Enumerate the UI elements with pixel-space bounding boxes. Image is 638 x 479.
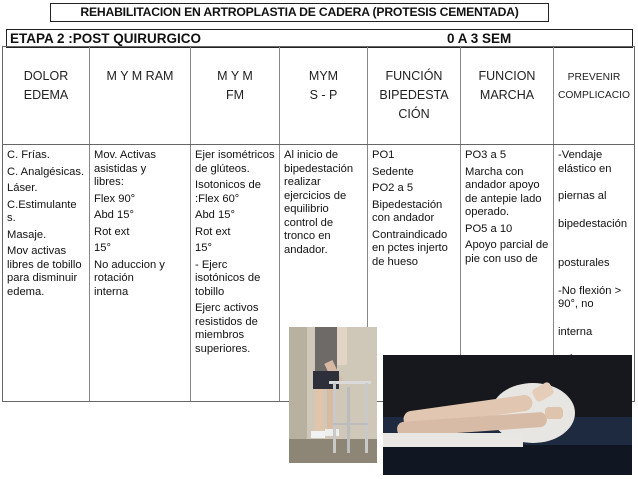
cell-text: Flex 90° [94, 192, 136, 205]
walker-photo-illustration [289, 327, 377, 463]
header-mym-sp [280, 47, 368, 145]
document-title: REHABILITACION EN ARTROPLASTIA DE CADERA (PROTESIS CEMENTADA) [50, 3, 549, 22]
header-line: FUNCION [478, 69, 536, 83]
header-line: PREVENIR [567, 72, 621, 83]
header-mym-fm [191, 47, 280, 145]
cell-text: C. Frías. [7, 149, 50, 161]
cell-text: Rot ext [195, 225, 231, 238]
cell-text: C. Analgésicas. [7, 165, 85, 178]
header-prevenir [554, 47, 634, 145]
cell-text: Marcha con andador apoyo de antepie lado operado. [465, 165, 542, 218]
header-line: DOLOR [23, 69, 69, 83]
cell-text: Bipedestación con andador [372, 198, 443, 224]
cell-text: Apoyo parcial de pie con uso de [465, 239, 549, 265]
positioning-photo-illustration [383, 355, 632, 475]
col-mym-ram [90, 145, 191, 401]
stage-period: 0 A 3 SEM [447, 31, 512, 46]
header-line: COMPLICACIO [557, 90, 631, 101]
cell-text: Rot ext [94, 225, 130, 238]
cell-text: Sedente [372, 165, 414, 178]
header-line: MYM [308, 69, 339, 83]
cell-text: interna [558, 325, 593, 338]
header-line: M Y M RAM [106, 69, 174, 83]
header-funcion-marcha [461, 47, 554, 145]
walker-photo [289, 327, 377, 463]
header-line: CIÓN [398, 107, 430, 121]
cell-text: Ejer isométricos de glúteos. [195, 149, 275, 175]
header-line: FUNCIÓN [385, 69, 443, 83]
cell-text: Ejerc activos resistidos de miembros superiores. [195, 302, 259, 355]
cell-text: Mov activas libres de tobillo para disminuir edema. [7, 245, 82, 298]
cell-text: Al inicio de bipedestación realizar ejercicios de equilibrio control de tronco en andador. [284, 149, 354, 256]
cell-text: Abd 15° [195, 209, 235, 221]
cell-text: - Ejerc isotónicos de tobillo [195, 258, 261, 298]
cell-text: 15° [94, 242, 111, 254]
header-line: MARCHA [479, 88, 535, 102]
cell-text: PO5 a 10 [465, 222, 513, 235]
cell-text: PO3 a 5 [465, 149, 507, 161]
header-funcion-bipedestacion [368, 47, 461, 145]
cell-text: Contraindicado en pctes injerto de hueso [372, 228, 448, 268]
header-line: EDEMA [23, 88, 69, 102]
col-mym-fm [191, 145, 280, 401]
cell-text: Mov. Activas asistidas y libres: [94, 149, 156, 188]
cell-text: Masaje. [7, 228, 47, 241]
cell-text: -Vendaje elástico en [558, 149, 612, 175]
cell-text: PO2 a 5 [372, 182, 414, 194]
cell-text: No aduccion y rotación interna [94, 258, 165, 298]
positioning-photo [383, 355, 632, 475]
cell-text: C.Estimulantes. [7, 198, 77, 224]
header-line: FM [225, 88, 245, 102]
cell-text: Abd 15° [94, 209, 134, 221]
cell-text: Isotonicos de :Flex 60° [195, 179, 261, 205]
header-line: M Y M [217, 69, 253, 83]
col-dolor-edema [3, 145, 90, 401]
header-dolor-edema [3, 47, 90, 145]
cell-text: 15° [195, 242, 212, 254]
header-line: BIPEDESTA [379, 88, 449, 102]
header-line: S - P [309, 88, 338, 102]
stage-label: ETAPA 2 :POST QUIRURGICO [10, 31, 202, 46]
cell-text: piernas al [558, 190, 607, 202]
header-mym-ram [90, 47, 191, 145]
cell-text: posturales [558, 257, 610, 269]
cell-text: PO1 [372, 149, 395, 161]
cell-text: bipedestación [558, 217, 628, 230]
cell-text: -No flexión > 90°, no [558, 284, 622, 310]
cell-text: Láser. [7, 182, 38, 194]
